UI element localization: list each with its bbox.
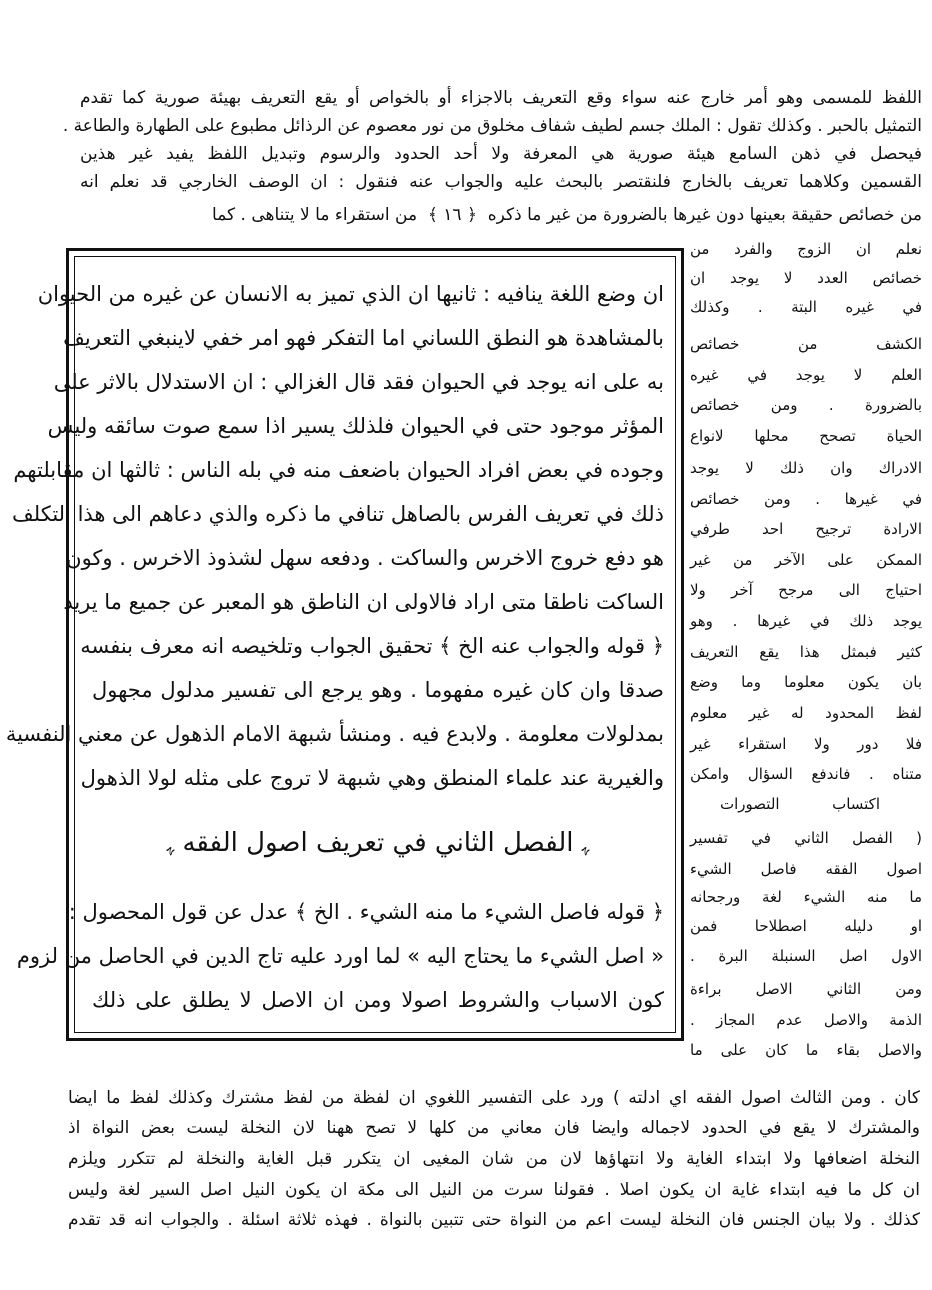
text-line: التمثيل بالحبر . وكذلك تقول : الملك جسم لطيف شفاف مخلوق من نور معصوم عن الرذائل مطبوع على الطهارة والطاعة . xyxy=(62,116,922,136)
margin-line: احتياج الى مرجح آخر ولا xyxy=(690,581,922,599)
margin-line: في غيرها . ومن خصائص xyxy=(690,490,922,508)
margin-line: ( الفصل الثاني في تفسير xyxy=(690,829,922,847)
text-line: كذلك . ولا بيان الجنس فان النخلة ليست اعم من النواة حتى تتبين بالنواة . فهذه ثلاثة اسئلة . والجواب انه قد تقدم xyxy=(68,1210,920,1230)
margin-line: الارادة ترجيح احد طرفي xyxy=(690,520,922,538)
margin-line: اصول الفقه فاصل الشيء xyxy=(690,860,922,878)
margin-line: او دليله اصطلاحا فمن xyxy=(690,917,922,935)
text-line: النخلة اضعافها ولا ابتداء الغاية ولا انتهاؤها لان من شان المغيى ان يتكرر قبل الغاية والنخلة لم تتكرر ويلزم xyxy=(68,1149,920,1169)
margin-line: ما منه الشيء لغة ورجحانه xyxy=(690,888,922,906)
text-line: ان كل ما فيه ابتداء غاية ان يكون اصلا . فقولنا سرت من النيل الى مكة ان يكون النيل اصل السير لغة وليس xyxy=(68,1180,920,1200)
margin-line: العلم لا يوجد في غيره xyxy=(690,366,922,384)
text-line: اللفظ للمسمى وهو أمر خارج عنه سواء وقع التعريف بالاجزاء أو بالخواص أو يقع التعريف بهيئة صورية كما تقدم xyxy=(80,88,922,108)
ornament-icon: ﮩ xyxy=(581,832,590,857)
ornament-icon: ﮩ xyxy=(166,832,175,857)
box-line: كون الاسباب والشروط اصولا ومن ان الاصل لا يطلق على ذلك xyxy=(92,988,664,1012)
margin-line: الاول اصل السنبلة البرة . xyxy=(690,947,922,965)
box-line: المؤثر موجود حتى في الحيوان فلذلك يسير اذا سمع صوت سائقه وليس xyxy=(47,414,664,438)
margin-line: الكشف من خصائص xyxy=(690,335,922,353)
margin-line: اكتساب التصورات xyxy=(720,795,880,813)
box-line: وجوده في بعض افراد الحيوان باضعف منه في بله الناس : ثالثها ان مقابلتهم xyxy=(13,458,664,482)
text-line-with-page-number xyxy=(80,207,922,224)
margin-line: بان يكون معلوما وما وضع xyxy=(690,673,922,691)
box-line: صدقا وان كان غيره مفهوما . وهو يرجع الى تفسير مدلول مجهول xyxy=(92,678,664,702)
margin-line: بالضرورة . ومن خصائص xyxy=(690,396,922,414)
margin-line: ومن الثاني الاصل براءة xyxy=(690,980,922,998)
section-heading-text: الفصل الثاني في تعريف اصول الفقه xyxy=(182,828,574,858)
box-line: بمدلولات معلومة . ولابدع فيه . ومنشأ شبهة الامام الذهول عن معني النفسية xyxy=(5,722,664,746)
text-segment: من خصائص حقيقة بعينها دون غيرها بالضرورة من غير ما ذكره xyxy=(487,205,922,225)
margin-line: خصائص العدد لا يوجد ان xyxy=(690,269,922,287)
margin-line: لفظ المحدود له غير معلوم xyxy=(690,704,922,722)
margin-line: فلا دور ولا استقراء غير xyxy=(690,735,922,753)
box-line: هو دفع خروج الاخرس والساكت . ودفعه سهل لشذوذ الاخرس . وكون xyxy=(66,546,664,570)
margin-line: الذمة والاصل عدم المجاز . xyxy=(690,1011,922,1029)
text-line: والمشترك لا يقع في الحدود لاجماله وايضا فان معاني من كلها لا تصح ههنا لان النخلة ليست بعض النواة اذ xyxy=(68,1118,920,1138)
margin-line: متناه . فاندفع السؤال وامكن xyxy=(690,765,922,783)
margin-line: في غيره البتة . وكذلك xyxy=(690,298,922,316)
page-number: ١٦ xyxy=(443,205,462,225)
box-line: ذلك في تعريف الفرس بالصاهل تنافي ما ذكره والذي دعاهم الى هذا التكلف xyxy=(12,502,664,526)
section-heading xyxy=(92,830,664,856)
box-line: ﴿ قوله والجواب عنه الخ ﴾ تحقيق الجواب وتلخيصه انه معرف بنفسه xyxy=(80,634,664,658)
text-segment: من استقراء ما لا يتناهى . كما xyxy=(212,205,418,225)
text-line: كان . ومن الثالث اصول الفقه اي ادلته ) ورد على التفسير اللغوي ان لفظة من لفظ مشترك وكذلك لفظ ما ايضا xyxy=(68,1088,920,1108)
box-line: والغيرية عند علماء المنطق وهي شبهة لا تروج على مثله لولا الذهول xyxy=(80,766,664,790)
margin-line: كثير فبمثل هذا يقع التعريف xyxy=(690,643,922,661)
margin-line: الحياة تصحح محلها لانواع xyxy=(690,427,922,445)
box-line: « اصل الشيء ما يحتاج اليه » لما اورد عليه تاج الدين في الحاصل من لزوم xyxy=(16,944,664,968)
page-number-marker: ﴿ ١٦ ﴾ xyxy=(422,205,483,225)
box-line: به على انه يوجد في الحيوان فقد قال الغزالي : ان الاستدلال بالاثر على xyxy=(53,370,664,394)
box-line: ان وضع اللغة ينافيه : ثانيها ان الذي تميز به الانسان عن غيره من الحيوان xyxy=(37,282,664,306)
margin-line: والاصل بقاء ما كان على ما xyxy=(690,1041,922,1059)
box-line: الساكت ناطقا متى اراد فالاولى ان الناطق هو المعبر عن جميع ما يريد xyxy=(63,590,664,614)
box-line: ﴿ قوله فاصل الشيء ما منه الشيء . الخ ﴾ عدل عن قول المحصول : xyxy=(68,900,664,924)
margin-line: الادراك وان ذلك لا يوجد xyxy=(690,459,922,477)
text-line: فيحصل في ذهن السامع هيئة صورية هي المعرفة ولا أحد الحدود والرسوم وتبديل اللفظ يفيد غير هذين xyxy=(80,144,922,164)
box-line: بالمشاهدة هو النطق اللساني اما التفكر فهو امر خفي لاينبغي التعريف xyxy=(63,326,664,350)
margin-line: الممكن على الآخر من غير xyxy=(690,551,922,569)
text-line: القسمين وكلاهما تعريف بالخارج فلنقتصر بالبحث عليه والجواب عنه فنقول : ان الوصف الخارجي قد نعلم انه xyxy=(80,172,922,192)
margin-line: نعلم ان الزوج والفرد من xyxy=(690,240,922,258)
margin-line: يوجد ذلك في غيرها . وهو xyxy=(690,612,922,630)
